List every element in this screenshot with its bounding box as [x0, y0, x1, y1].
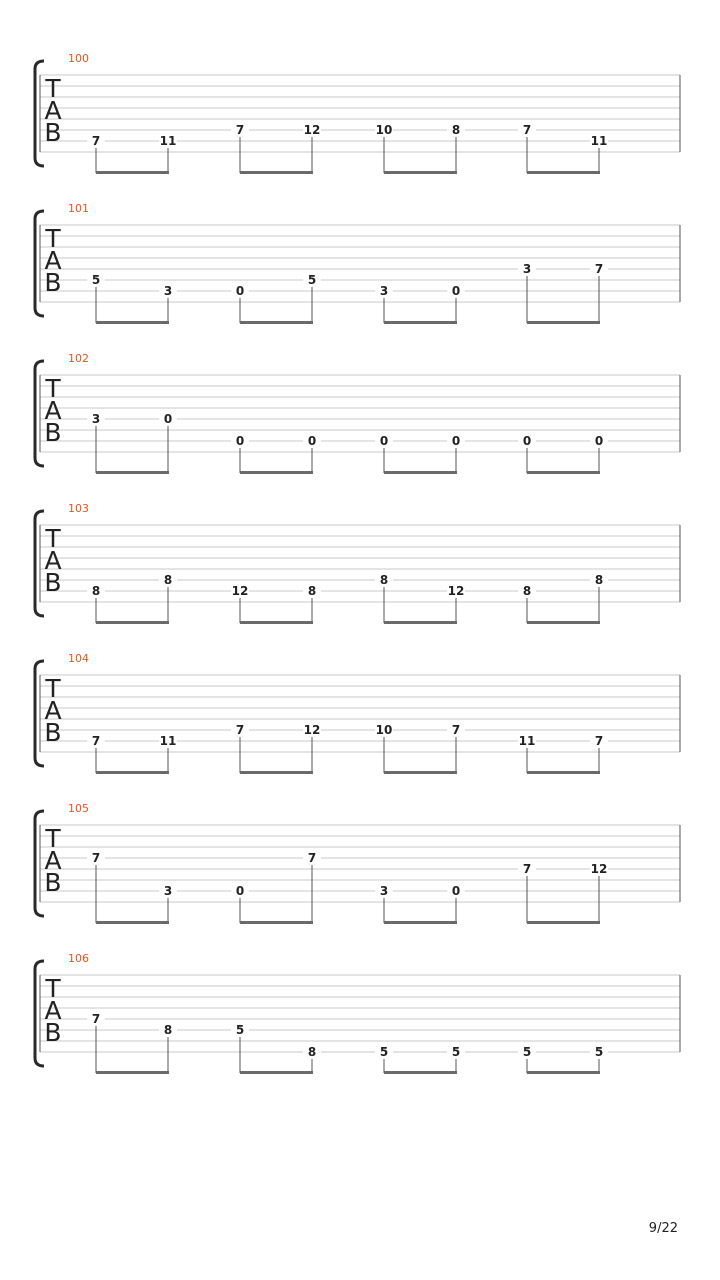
fret-number: 3 [163, 884, 173, 898]
note-beam [527, 471, 600, 474]
fret-number: 5 [522, 1045, 532, 1059]
note-beam [527, 921, 600, 924]
note-beam [240, 921, 313, 924]
tab-clef-letter: B [44, 418, 62, 447]
note-beam [527, 321, 600, 324]
tab-clef-letter: A [44, 96, 62, 125]
measure-number: 102 [68, 352, 89, 365]
tab-clef-letter: T [45, 674, 61, 703]
measure-number: 101 [68, 202, 89, 215]
fret-number: 11 [159, 734, 177, 748]
fret-number: 12 [303, 123, 321, 137]
tab-clef-letter: T [45, 824, 61, 853]
tab-clef-letter: A [44, 396, 62, 425]
fret-number: 7 [91, 1012, 101, 1026]
tab-clef-letter: A [44, 246, 62, 275]
note-beam [96, 1071, 169, 1074]
note-beam [384, 621, 457, 624]
fret-number: 8 [307, 1045, 317, 1059]
fret-number: 10 [375, 723, 393, 737]
fret-number: 7 [522, 862, 532, 876]
fret-number: 7 [594, 262, 604, 276]
note-beam [240, 171, 313, 174]
tab-clef-letter: B [44, 1018, 62, 1047]
tab-clef-letter: T [45, 224, 61, 253]
fret-number: 8 [163, 1023, 173, 1037]
fret-number: 5 [379, 1045, 389, 1059]
fret-number: 7 [594, 734, 604, 748]
fret-number: 7 [91, 134, 101, 148]
fret-number: 5 [594, 1045, 604, 1059]
note-beam [384, 771, 457, 774]
fret-number: 8 [594, 573, 604, 587]
fret-number: 0 [235, 284, 245, 298]
note-beam [384, 471, 457, 474]
fret-number: 7 [91, 734, 101, 748]
note-beam [240, 471, 313, 474]
measure-number: 103 [68, 502, 89, 515]
page-number: 9/22 [648, 1221, 678, 1236]
note-beam [240, 621, 313, 624]
measure-number: 104 [68, 652, 89, 665]
note-beam [527, 171, 600, 174]
fret-number: 10 [375, 123, 393, 137]
tab-clef-letter: T [45, 74, 61, 103]
tab-clef-letter: T [45, 374, 61, 403]
tab-clef-letter: B [44, 268, 62, 297]
note-beam [527, 621, 600, 624]
fret-number: 0 [235, 884, 245, 898]
fret-number: 7 [91, 851, 101, 865]
note-beam [96, 921, 169, 924]
tab-clef-letter: A [44, 546, 62, 575]
note-beam [96, 621, 169, 624]
tab-clef-letter: T [45, 524, 61, 553]
fret-number: 8 [307, 584, 317, 598]
fret-number: 0 [163, 412, 173, 426]
tab-clef-letter: A [44, 696, 62, 725]
fret-number: 7 [235, 123, 245, 137]
note-beam [96, 771, 169, 774]
fret-number: 12 [590, 862, 608, 876]
note-beam [96, 471, 169, 474]
fret-number: 3 [91, 412, 101, 426]
fret-number: 11 [159, 134, 177, 148]
fret-number: 0 [594, 434, 604, 448]
fret-number: 7 [307, 851, 317, 865]
fret-number: 5 [235, 1023, 245, 1037]
fret-number: 0 [451, 884, 461, 898]
fret-number: 0 [307, 434, 317, 448]
fret-number: 7 [522, 123, 532, 137]
fret-number: 12 [447, 584, 465, 598]
note-beam [527, 1071, 600, 1074]
fret-number: 11 [590, 134, 608, 148]
fret-number: 8 [91, 584, 101, 598]
tab-clef-letter: A [44, 846, 62, 875]
fret-number: 11 [518, 734, 536, 748]
note-beam [240, 321, 313, 324]
note-beam [384, 321, 457, 324]
tab-clef-letter: B [44, 568, 62, 597]
fret-number: 12 [303, 723, 321, 737]
fret-number: 8 [522, 584, 532, 598]
note-beam [96, 171, 169, 174]
fret-number: 0 [451, 434, 461, 448]
fret-number: 8 [379, 573, 389, 587]
tab-clef-letter: A [44, 996, 62, 1025]
fret-number: 8 [451, 123, 461, 137]
fret-number: 5 [451, 1045, 461, 1059]
note-beam [96, 321, 169, 324]
fret-number: 8 [163, 573, 173, 587]
tab-clef-letter: B [44, 118, 62, 147]
fret-number: 7 [451, 723, 461, 737]
fret-number: 5 [91, 273, 101, 287]
fret-number: 5 [307, 273, 317, 287]
fret-number: 3 [163, 284, 173, 298]
note-beam [240, 771, 313, 774]
fret-number: 0 [379, 434, 389, 448]
fret-number: 0 [235, 434, 245, 448]
fret-number: 0 [522, 434, 532, 448]
note-beam [527, 771, 600, 774]
measure-number: 100 [68, 52, 89, 65]
fret-number: 12 [231, 584, 249, 598]
note-beam [384, 1071, 457, 1074]
measure-number: 105 [68, 802, 89, 815]
note-beam [384, 171, 457, 174]
note-beam [384, 921, 457, 924]
fret-number: 0 [451, 284, 461, 298]
fret-number: 3 [379, 884, 389, 898]
measure-number: 106 [68, 952, 89, 965]
fret-number: 7 [235, 723, 245, 737]
fret-number: 3 [522, 262, 532, 276]
tab-clef-letter: T [45, 974, 61, 1003]
fret-number: 3 [379, 284, 389, 298]
tab-clef-letter: B [44, 718, 62, 747]
tab-clef-letter: B [44, 868, 62, 897]
note-beam [240, 1071, 313, 1074]
